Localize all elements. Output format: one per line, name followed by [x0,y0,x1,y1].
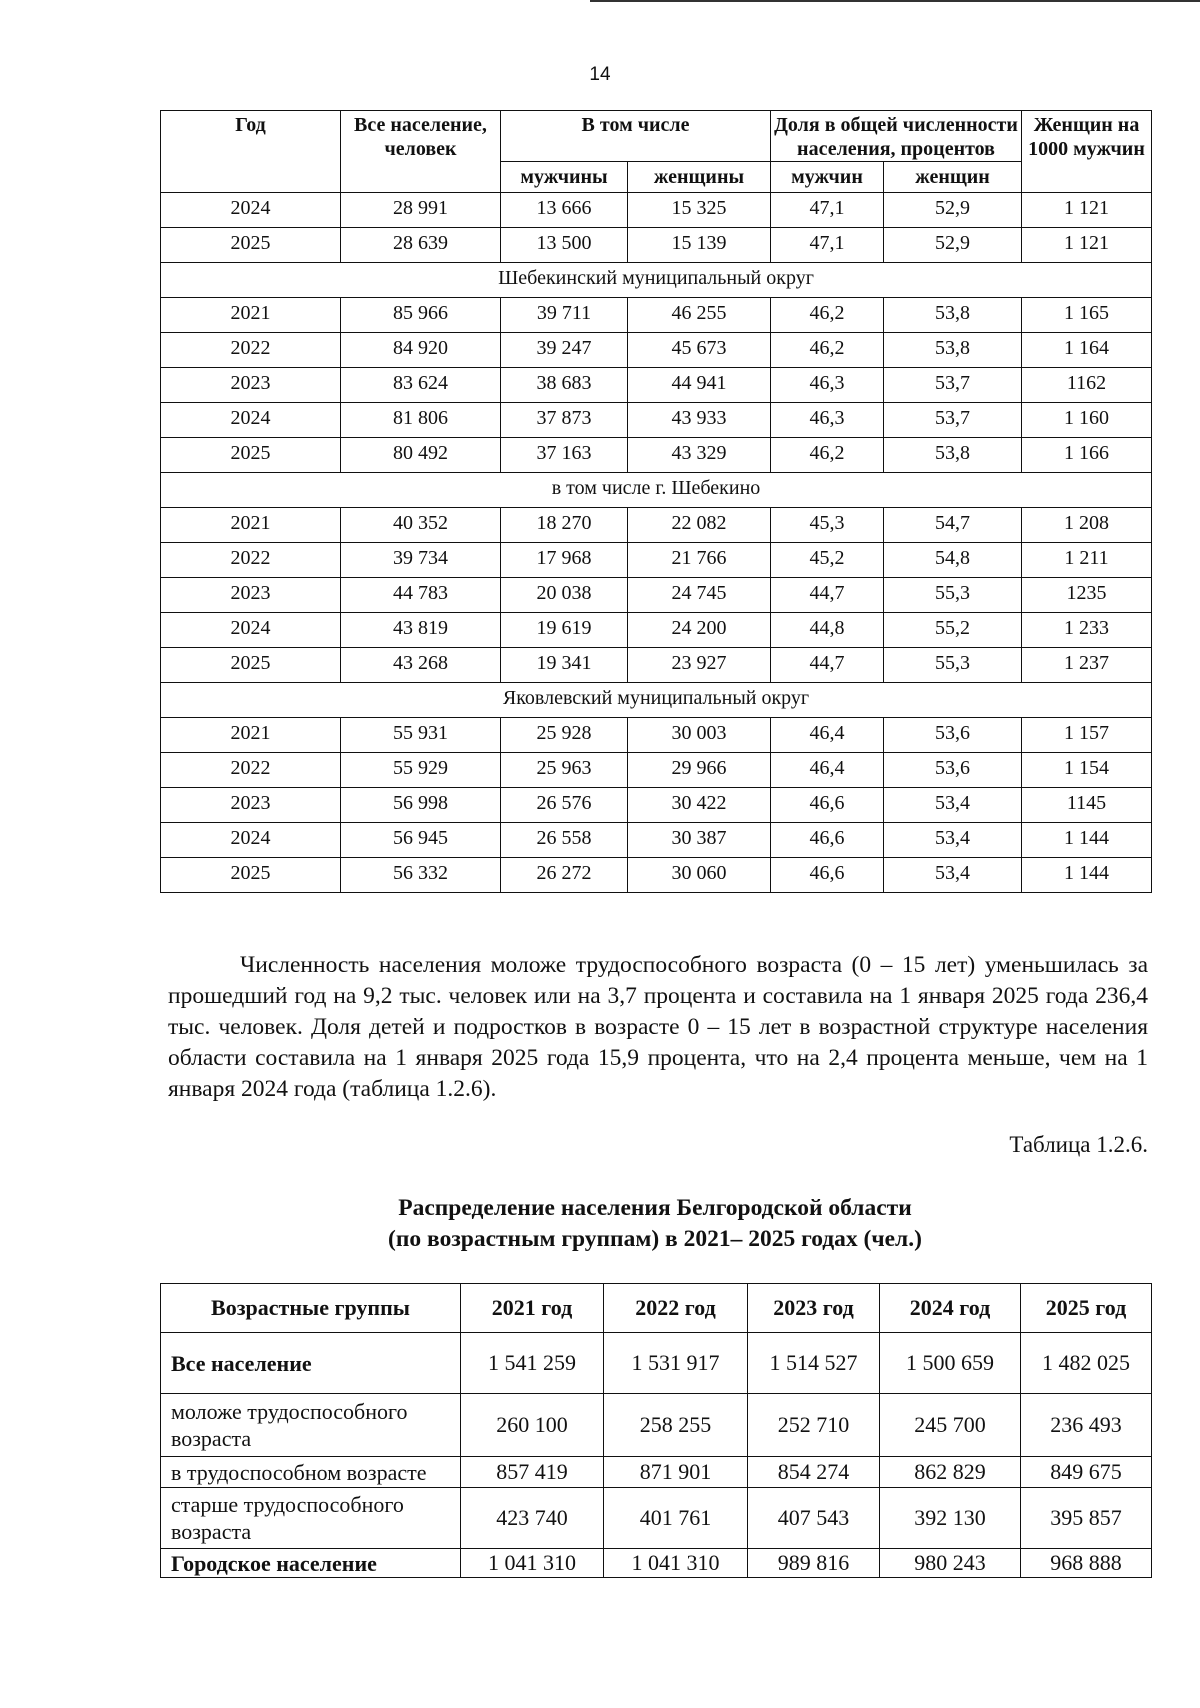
row-label: Все население [161,1333,461,1394]
table-cell: 2025 [161,228,341,263]
table-row [161,613,1152,648]
table-row [161,298,1152,333]
header-share: Доля в общей численности населения, процентов [771,111,1022,162]
table-cell: 54,7 [884,508,1022,543]
table-cell: 13 500 [501,228,628,263]
table-cell: 43 329 [628,438,771,473]
page-number: 14 [589,64,611,85]
table-cell: 17 968 [501,543,628,578]
table-cell: 1 237 [1022,648,1152,683]
table-cell: 53,7 [884,403,1022,438]
section-title: Шебекинский муниципальный округ [161,263,1152,298]
table-cell: 1235 [1022,578,1152,613]
scan-edge-line [590,0,1200,2]
table-cell: 1 164 [1022,333,1152,368]
table-cell: 46,3 [771,368,884,403]
table-cell: 854 274 [748,1457,880,1488]
table-cell: 2023 [161,788,341,823]
table-cell: 47,1 [771,193,884,228]
table-row [161,1394,1152,1457]
table-cell: 29 966 [628,753,771,788]
table-cell: 30 422 [628,788,771,823]
table-cell: 18 270 [501,508,628,543]
table-cell: 260 100 [461,1394,604,1457]
table-row [161,788,1152,823]
table-cell: 47,1 [771,228,884,263]
table-cell: 23 927 [628,648,771,683]
table-cell: 55,3 [884,648,1022,683]
table-cell: 28 639 [341,228,501,263]
table-cell: 1 160 [1022,403,1152,438]
table-cell: 55,3 [884,578,1022,613]
table-cell: 1 208 [1022,508,1152,543]
table-cell: 52,9 [884,228,1022,263]
table-cell: 2024 [161,613,341,648]
table-row [161,1549,1152,1578]
table-cell: 21 766 [628,543,771,578]
table-cell: 252 710 [748,1394,880,1457]
table-cell: 20 038 [501,578,628,613]
table-cell: 236 493 [1021,1394,1152,1457]
table-cell: 2022 [161,543,341,578]
table-cell: 1 121 [1022,193,1152,228]
table-row [161,193,1152,228]
table-cell: 37 873 [501,403,628,438]
table-cell: 19 619 [501,613,628,648]
table-cell: 39 711 [501,298,628,333]
table-cell: 2024 [161,823,341,858]
table-cell: 43 819 [341,613,501,648]
section-header-row [161,263,1152,298]
header-share-women: женщин [884,162,1022,193]
table-title [0,1193,1200,1255]
table-cell: 989 816 [748,1549,880,1578]
table-cell: 56 945 [341,823,501,858]
table-cell: 46,3 [771,403,884,438]
header-year: 2022 год [604,1284,748,1333]
table-cell: 2022 [161,333,341,368]
table-cell: 1 500 659 [880,1333,1021,1394]
table-cell: 2021 [161,508,341,543]
table-cell: 53,4 [884,858,1022,893]
section-header-row [161,683,1152,718]
table-cell: 84 920 [341,333,501,368]
table-cell: 15 325 [628,193,771,228]
table-cell: 53,8 [884,333,1022,368]
table-cell: 53,6 [884,753,1022,788]
table-cell: 44 941 [628,368,771,403]
table-cell: 43 268 [341,648,501,683]
table-cell: 55 931 [341,718,501,753]
header-women-per-1000: Женщин на 1000 мужчин [1022,111,1152,193]
header-year: 2023 год [748,1284,880,1333]
header-share-men: мужчин [771,162,884,193]
age-table-body [161,1333,1152,1578]
table-cell: 56 332 [341,858,501,893]
section-title: Яковлевский муниципальный округ [161,683,1152,718]
table-cell: 53,4 [884,788,1022,823]
table-row [161,823,1152,858]
table-row [161,508,1152,543]
table-label: Таблица 1.2.6. [1009,1132,1148,1157]
table-row [161,333,1152,368]
table-cell: 392 130 [880,1488,1021,1549]
table-cell: 53,8 [884,298,1022,333]
table-cell: 37 163 [501,438,628,473]
table-cell: 46,6 [771,788,884,823]
table-row [161,438,1152,473]
table-cell: 1 121 [1022,228,1152,263]
body-paragraph: Численность населения моложе трудоспособного возраста (0 – 15 лет) уменьшилась за прошедший год на 9,2 тыс. человек или на 3,7 процента и составила на 1 января 2025 года 236,4 тыс. человек. Доля детей и подростков в возрасте 0 – 15 лет в возрастной структуре населения области составила на 1 января 2025 года 15,9 процента, что на 2,4 процента меньше, чем на 1 января 2024 года (таблица 1.2.6). [168,952,1148,1102]
table-cell: 2025 [161,858,341,893]
header-year: 2021 год [461,1284,604,1333]
header-men: мужчины [501,162,628,193]
table-cell: 46,6 [771,858,884,893]
table-cell: 395 857 [1021,1488,1152,1549]
table-row [161,228,1152,263]
table-cell: 849 675 [1021,1457,1152,1488]
table-cell: 2021 [161,718,341,753]
row-label: моложе трудоспособного возраста [161,1394,461,1457]
table-cell: 2022 [161,753,341,788]
table-row [161,858,1152,893]
table-cell: 26 576 [501,788,628,823]
table-cell: 871 901 [604,1457,748,1488]
table-cell: 980 243 [880,1549,1021,1578]
table-cell: 1162 [1022,368,1152,403]
table-cell: 19 341 [501,648,628,683]
table-cell: 1 233 [1022,613,1152,648]
table-cell: 401 761 [604,1488,748,1549]
table-cell: 22 082 [628,508,771,543]
table-cell: 44,7 [771,578,884,613]
table-cell: 862 829 [880,1457,1021,1488]
table-cell: 55,2 [884,613,1022,648]
table-cell: 26 272 [501,858,628,893]
table-cell: 39 247 [501,333,628,368]
table-cell: 30 003 [628,718,771,753]
table-cell: 1 165 [1022,298,1152,333]
table-cell: 857 419 [461,1457,604,1488]
header-women: женщины [628,162,771,193]
table-cell: 25 963 [501,753,628,788]
table-cell: 30 060 [628,858,771,893]
table-cell: 13 666 [501,193,628,228]
table-row [161,1488,1152,1549]
table-cell: 28 991 [341,193,501,228]
table-cell: 44,7 [771,648,884,683]
table-row [161,648,1152,683]
table-cell: 52,9 [884,193,1022,228]
table-cell: 25 928 [501,718,628,753]
table-row [161,403,1152,438]
table-cell: 46 255 [628,298,771,333]
table-cell: 53,6 [884,718,1022,753]
table-cell: 2025 [161,438,341,473]
table-cell: 1 482 025 [1021,1333,1152,1394]
table-cell: 56 998 [341,788,501,823]
table-cell: 46,6 [771,823,884,858]
table-cell: 1 541 259 [461,1333,604,1394]
table-cell: 83 624 [341,368,501,403]
table-row [161,543,1152,578]
table-cell: 1 157 [1022,718,1152,753]
table-cell: 15 139 [628,228,771,263]
table-row [161,1333,1152,1394]
table-cell: 38 683 [501,368,628,403]
table-cell: 1 531 917 [604,1333,748,1394]
table-cell: 45 673 [628,333,771,368]
table-cell: 44,8 [771,613,884,648]
table-cell: 1 514 527 [748,1333,880,1394]
table-cell: 24 745 [628,578,771,613]
table-row [161,578,1152,613]
table-cell: 45,2 [771,543,884,578]
table-cell: 43 933 [628,403,771,438]
table-title-line-2: (по возрастным группам) в 2021– 2025 годах (чел.) [388,1226,922,1252]
header-including: В том числе [501,111,771,162]
section-title: в том числе г. Шебекино [161,473,1152,508]
table-cell: 1 041 310 [461,1549,604,1578]
table-cell: 2024 [161,193,341,228]
table-cell: 44 783 [341,578,501,613]
table-cell: 80 492 [341,438,501,473]
table-cell: 1 166 [1022,438,1152,473]
section-header-row [161,473,1152,508]
header-year: 2024 год [880,1284,1021,1333]
table-cell: 1145 [1022,788,1152,823]
table-cell: 55 929 [341,753,501,788]
table-cell: 26 558 [501,823,628,858]
table-row [161,368,1152,403]
table-title-line-1: Распределение населения Белгородской области [398,1195,912,1221]
table-cell: 46,2 [771,438,884,473]
table-cell: 24 200 [628,613,771,648]
table-cell: 46,4 [771,718,884,753]
table-cell: 46,2 [771,333,884,368]
table-cell: 53,8 [884,438,1022,473]
row-label: Городское население [161,1549,461,1578]
table-cell: 54,8 [884,543,1022,578]
table-cell: 1 144 [1022,823,1152,858]
table-cell: 2024 [161,403,341,438]
table-cell: 2023 [161,578,341,613]
table-cell: 40 352 [341,508,501,543]
population-by-sex-table [160,110,1152,893]
table-cell: 85 966 [341,298,501,333]
table-cell: 245 700 [880,1394,1021,1457]
table-cell: 2021 [161,298,341,333]
table-row [161,753,1152,788]
table-cell: 1 144 [1022,858,1152,893]
table-cell: 53,4 [884,823,1022,858]
header-year: Год [161,111,341,193]
row-label: старше трудоспособного возраста [161,1488,461,1549]
table-cell: 53,7 [884,368,1022,403]
header-age-group: Возрастные группы [161,1284,461,1333]
table-cell: 45,3 [771,508,884,543]
table-cell: 258 255 [604,1394,748,1457]
table-cell: 2023 [161,368,341,403]
table-cell: 46,2 [771,298,884,333]
table-cell: 1 154 [1022,753,1152,788]
age-table-header-row [161,1284,1152,1333]
table-cell: 46,4 [771,753,884,788]
table-cell: 39 734 [341,543,501,578]
population-table-body [161,193,1152,893]
table-cell: 1 211 [1022,543,1152,578]
table-cell: 81 806 [341,403,501,438]
table-cell: 2025 [161,648,341,683]
table-cell: 1 041 310 [604,1549,748,1578]
table-cell: 968 888 [1021,1549,1152,1578]
table-cell: 407 543 [748,1488,880,1549]
header-year: 2025 год [1021,1284,1152,1333]
header-population: Все население, человек [341,111,501,193]
row-label: в трудоспособном возрасте [161,1457,461,1488]
table-cell: 423 740 [461,1488,604,1549]
table-row [161,1457,1152,1488]
table-row [161,718,1152,753]
age-groups-table [160,1283,1152,1578]
table-cell: 30 387 [628,823,771,858]
